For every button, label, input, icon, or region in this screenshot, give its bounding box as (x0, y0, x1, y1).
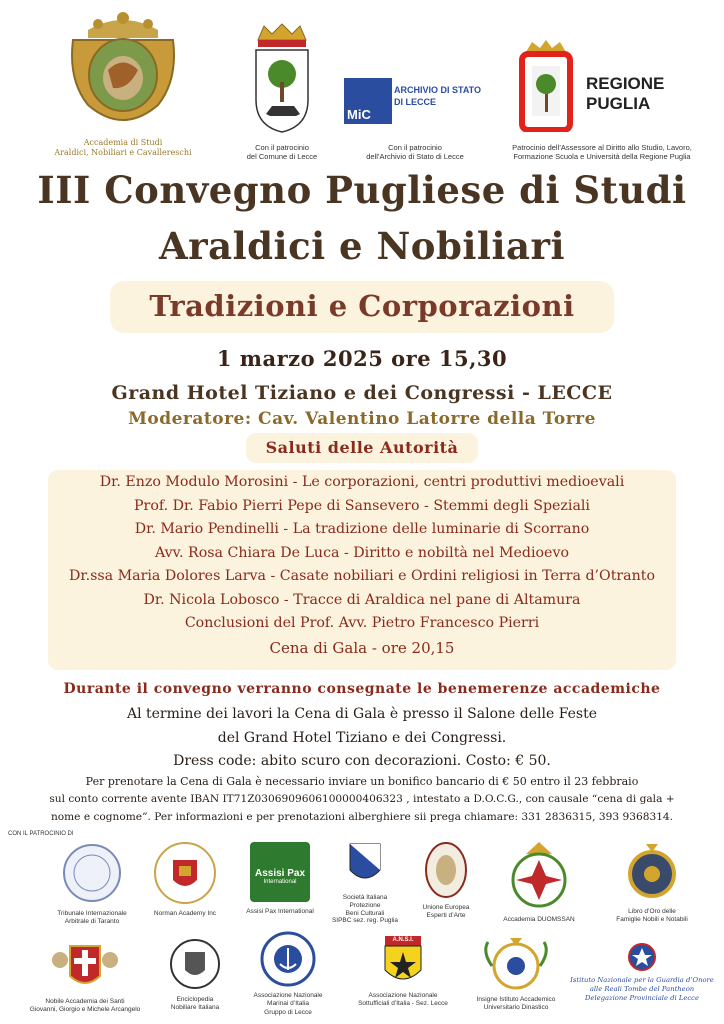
marinai-seal-icon (240, 930, 336, 988)
program-item: Prof. Dr. Fabio Pierri Pepe di Sansevero - Stemmi degli Speziali (134, 497, 590, 514)
comune-crest-icon (250, 22, 314, 134)
unione-europea-seal-icon (406, 840, 486, 900)
ansi-shield-icon: A.N.S.I. (383, 936, 423, 988)
nobile-accademia-crest-icon (20, 936, 150, 994)
norman-academy-seal-icon (145, 840, 225, 906)
comune-lecce-crest (250, 22, 314, 134)
academy-crest (58, 10, 188, 132)
awards-note: Durante il convegno verranno consegnate le benemerenze accademiche (63, 681, 661, 697)
patron-sipbc: Società Italiana Protezione Beni Culturali SIPBC sez. reg. Puglia (328, 840, 402, 925)
patron-tribunale: Tribunale Internazionale Arbitrale di Taranto (42, 840, 142, 927)
archivio-logo-text: ARCHIVIO DI STATO DI LECCE (394, 85, 482, 108)
patron-libro-oro: Libro d’Oro delle Famiglie Nobili e Notabili (596, 840, 708, 925)
dinner-note-1: Al termine dei lavori la Cena di Gala è presso il Salone delle Feste (126, 706, 598, 722)
booking-line-2: sul conto corrente avente IBAN IT71Z0306909606100000406323 , intestato a D.O.C.G., con causale “cena di gala + (49, 793, 675, 805)
program-item: Avv. Rosa Chiara De Luca - Diritto e nobiltà nel Medioevo (154, 544, 570, 561)
patron-marinai: Associazione Nazionale Marinai d’Italia Gruppo di Lecce (240, 930, 336, 1017)
program-item: Dr. Enzo Modulo Morosini - Le corporazioni, centri produttivi medioevali (99, 474, 625, 490)
comune-caption: Con il patrocinio del Comune di Lecce (246, 143, 318, 162)
academy-caption: Accademia di Studi Araldici, Nobiliari e Cavallereschi (54, 138, 192, 157)
patron-nobile-accademia: Nobile Accademia dei Santi Giovanni, Giorgio e Michele Arcangelo (20, 936, 150, 1015)
enciclopedia-crest-icon (160, 936, 230, 992)
patronage-label: CON IL PATROCINIO DI (8, 831, 74, 837)
mic-logo-icon: MiC (344, 78, 392, 124)
title-line-2: Araldici e Nobiliari (158, 224, 566, 268)
dinner-note-2: del Grand Hotel Tiziano e dei Congressi. (217, 730, 507, 746)
dinner-time: Cena di Gala - ore 20,15 (269, 638, 455, 657)
regione-puglia-crest-icon (516, 40, 576, 132)
program-item: Dr. Mario Pendinelli - La tradizione delle luminarie di Scorrano (134, 521, 590, 537)
program-item: Conclusioni del Prof. Avv. Pietro Francesco Pierri (184, 615, 540, 631)
booking-line-1: Per prenotare la Cena di Gala è necessario inviare un bonifico bancario di € 50 entro il 23 febbraio (85, 775, 639, 788)
archivio-caption: Con il patrocinio dell’Archivio di Stato di Lecce (366, 143, 464, 162)
program-item: Dr. Nicola Lobosco - Tracce di Araldica nel pane di Altamura (143, 591, 581, 608)
patron-unione-europea: Unione Europea Esperti d’Arte (406, 840, 486, 921)
libro-oro-medal-icon (596, 840, 708, 904)
event-venue: Grand Hotel Tiziano e dei Congressi - LECCE (111, 382, 613, 404)
event-date: 1 marzo 2025 ore 15,30 (216, 346, 508, 371)
assisi-pax-logo: Assisi Pax International (250, 842, 310, 902)
tribunale-seal-icon (42, 840, 142, 906)
patron-guardia-onore: Istituto Nazionale per la Guardia d’Onore alle Reali Tombe del Pantheon Delegazione Provinciale di Lecce (562, 942, 722, 1002)
academy-crest-icon (58, 10, 188, 132)
regione-puglia-logo (516, 40, 686, 132)
archivio-logo (344, 78, 494, 126)
patron-insigne-istituto: Insigne Istituto Accademico Universitario Dinastico (458, 936, 574, 1013)
program-item: Dr.ssa Maria Dolores Larva - Casate nobiliari e Ordini religiosi in Terra d’Otranto (68, 568, 656, 584)
title-line-1: III Convegno Pugliese di Studi (37, 168, 687, 212)
patron-ansi: A.N.S.I. Associazione Nazionale Sottufficiali d’Italia - Sez. Lecce (358, 937, 448, 1008)
booking-line-3: nome e cognome”. Per informazioni e per prenotazioni alberghiere sii prega chiamare: 331 2836315, 393 9368314. (50, 811, 674, 823)
sipbc-shield-icon (328, 840, 402, 890)
patron-duomssan: Accademia DUOMSSAN (494, 840, 584, 924)
event-moderator: Moderatore: Cav. Valentino Latorre della Torre (128, 409, 596, 429)
duomssan-crest-icon (494, 840, 584, 912)
program-list (0, 474, 724, 657)
subtitle: Tradizioni e Corporazioni (149, 289, 575, 323)
greetings: Saluti delle Autorità (265, 438, 459, 457)
regione-puglia-text: REGIONE PUGLIA (586, 74, 665, 114)
regione-caption: Patrocinio dell’Assessore al Diritto allo Studio, Lavoro, Formazione Scuola e Università della Regione Puglia (512, 143, 692, 162)
patron-norman-academy: Norman Academy Inc (145, 840, 225, 918)
dress-code: Dress code: abito scuro con decorazioni. Costo: € 50. (173, 753, 551, 769)
insigne-istituto-crest-icon (458, 936, 574, 992)
patron-assisi-pax: Assisi Pax International Assisi Pax International (232, 840, 328, 916)
guardia-onore-seal-icon (562, 942, 722, 972)
patron-enciclopedia: Enciclopedia Nobiliare Italiana (160, 936, 230, 1013)
